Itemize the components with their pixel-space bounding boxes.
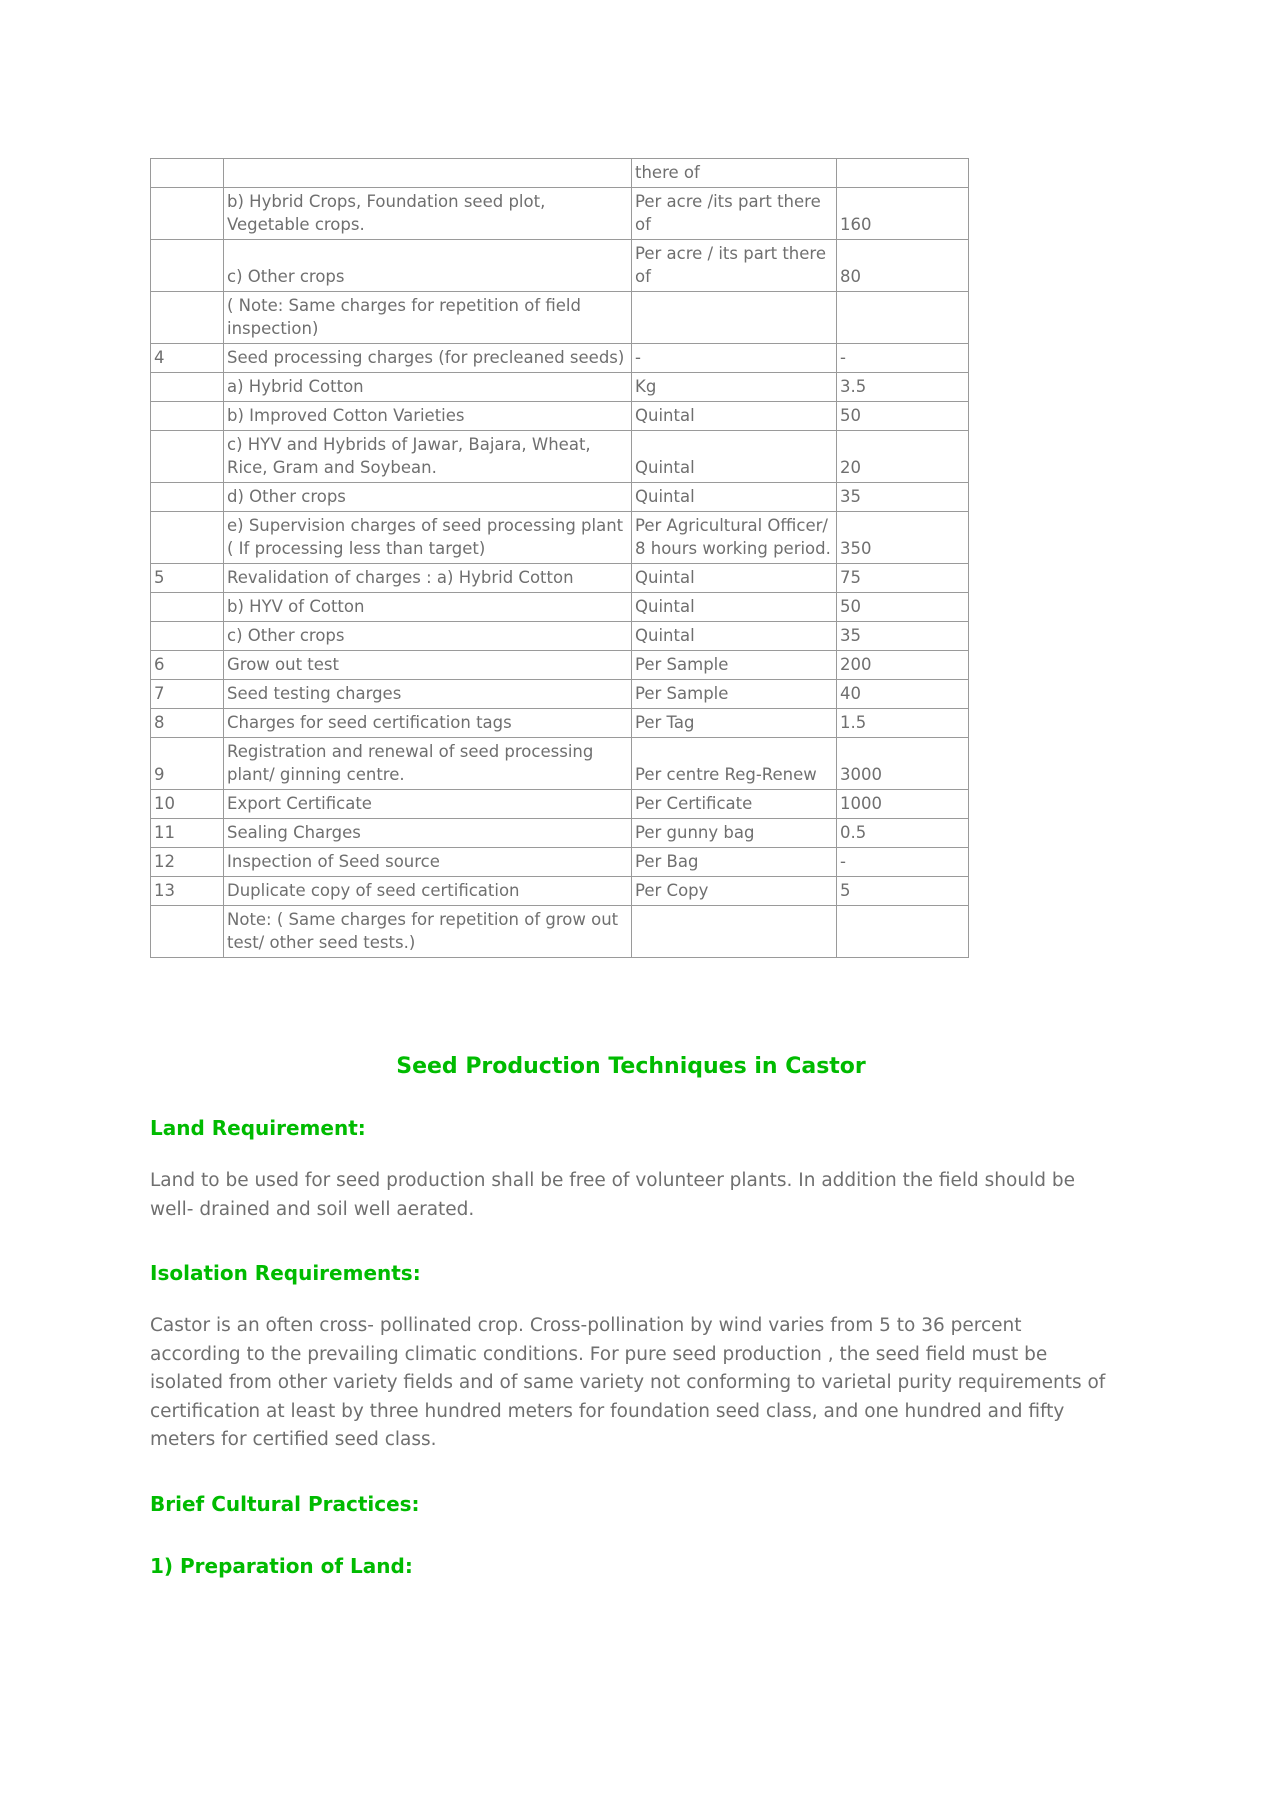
table-row <box>151 738 969 790</box>
cell-particulars: b) Hybrid Crops, Foundation seed plot, Vegetable crops. <box>224 188 632 240</box>
table-row <box>151 877 969 906</box>
table-row <box>151 819 969 848</box>
cell-unit: Per Bag <box>632 848 837 877</box>
table-row <box>151 709 969 738</box>
cell-particulars: b) Improved Cotton Varieties <box>224 402 632 431</box>
cell-particulars: Seed processing charges (for precleaned seeds) <box>224 344 632 373</box>
section-heading-brief-cultural-practices: Brief Cultural Practices: <box>150 1491 420 1516</box>
cell-particulars: d) Other crops <box>224 483 632 512</box>
cell-unit <box>632 906 837 958</box>
cell-sno <box>151 292 224 344</box>
cell-unit: Per gunny bag <box>632 819 837 848</box>
cell-charge: 75 <box>837 564 969 593</box>
cell-sno <box>151 593 224 622</box>
table-row <box>151 790 969 819</box>
table-row <box>151 906 969 958</box>
cell-particulars: Charges for seed certification tags <box>224 709 632 738</box>
cell-particulars: c) HYV and Hybrids of Jawar, Bajara, Wheat, Rice, Gram and Soybean. <box>224 431 632 483</box>
cell-particulars: Note: ( Same charges for repetition of grow out test/ other seed tests.) <box>224 906 632 958</box>
cell-unit: Quintal <box>632 402 837 431</box>
table-row <box>151 848 969 877</box>
cell-unit: - <box>632 344 837 373</box>
charges-table-body <box>151 159 969 958</box>
table-row <box>151 651 969 680</box>
cell-charge: 50 <box>837 402 969 431</box>
cell-sno: 12 <box>151 848 224 877</box>
cell-charge: 3000 <box>837 738 969 790</box>
cell-charge: 35 <box>837 483 969 512</box>
table-row <box>151 680 969 709</box>
cell-unit: Per Sample <box>632 680 837 709</box>
table-row <box>151 564 969 593</box>
page-title: Seed Production Techniques in Castor <box>396 1054 866 1079</box>
cell-sno: 10 <box>151 790 224 819</box>
cell-charge: 20 <box>837 431 969 483</box>
cell-sno <box>151 622 224 651</box>
cell-unit: Per acre /its part there of <box>632 188 837 240</box>
table-row <box>151 622 969 651</box>
table-row <box>151 344 969 373</box>
cell-sno: 5 <box>151 564 224 593</box>
cell-unit: there of <box>632 159 837 188</box>
cell-unit: Per centre Reg-Renew <box>632 738 837 790</box>
cell-particulars: Export Certificate <box>224 790 632 819</box>
paragraph-isolation-requirements: Castor is an often cross- pollinated crop. Cross-pollination by wind varies from 5 to 36 percent according to the prevailing climatic conditions. For pure seed production , the seed field must be isolated from other variety fields and of same variety not conforming to varietal purity requirements of certification at least by three hundred meters for foundation seed class, and one hundred and fifty meters for certified seed class. <box>150 1315 1106 1450</box>
cell-sno: 11 <box>151 819 224 848</box>
cell-sno: 13 <box>151 877 224 906</box>
cell-particulars: Registration and renewal of seed processing plant/ ginning centre. <box>224 738 632 790</box>
cell-unit: Quintal <box>632 622 837 651</box>
cell-particulars <box>224 159 632 188</box>
table-row <box>151 593 969 622</box>
cell-particulars: Revalidation of charges : a) Hybrid Cotton <box>224 564 632 593</box>
cell-unit: Per acre / its part there of <box>632 240 837 292</box>
cell-sno <box>151 431 224 483</box>
cell-particulars: a) Hybrid Cotton <box>224 373 632 402</box>
cell-sno <box>151 483 224 512</box>
cell-sno <box>151 240 224 292</box>
cell-unit <box>632 292 837 344</box>
cell-unit: Quintal <box>632 483 837 512</box>
cell-particulars: Sealing Charges <box>224 819 632 848</box>
cell-sno <box>151 159 224 188</box>
table-row <box>151 240 969 292</box>
table-row <box>151 431 969 483</box>
cell-charge: - <box>837 344 969 373</box>
cell-sno <box>151 373 224 402</box>
cell-sno <box>151 402 224 431</box>
cell-charge: 40 <box>837 680 969 709</box>
cell-particulars: Seed testing charges <box>224 680 632 709</box>
section-heading-preparation-of-land: 1) Preparation of Land: <box>150 1553 413 1578</box>
cell-particulars: Grow out test <box>224 651 632 680</box>
cell-sno: 6 <box>151 651 224 680</box>
cell-unit: Per Sample <box>632 651 837 680</box>
table-row <box>151 159 969 188</box>
paragraph-land-requirement: Land to be used for seed production shall be free of volunteer plants. In addition the field should be well- drained and soil well aerated. <box>150 1170 1075 1220</box>
cell-sno <box>151 906 224 958</box>
cell-sno: 9 <box>151 738 224 790</box>
cell-unit: Per Certificate <box>632 790 837 819</box>
table-row <box>151 292 969 344</box>
cell-particulars: c) Other crops <box>224 622 632 651</box>
cell-charge: 5 <box>837 877 969 906</box>
cell-charge: 1.5 <box>837 709 969 738</box>
cell-particulars: Duplicate copy of seed certification <box>224 877 632 906</box>
cell-unit: Quintal <box>632 431 837 483</box>
cell-particulars: ( Note: Same charges for repetition of field inspection) <box>224 292 632 344</box>
cell-sno: 4 <box>151 344 224 373</box>
cell-particulars: e) Supervision charges of seed processing plant ( If processing less than target) <box>224 512 632 564</box>
cell-charge: 200 <box>837 651 969 680</box>
cell-charge: - <box>837 848 969 877</box>
table-row <box>151 512 969 564</box>
cell-charge: 80 <box>837 240 969 292</box>
cell-charge <box>837 906 969 958</box>
cell-particulars: b) HYV of Cotton <box>224 593 632 622</box>
cell-charge: 50 <box>837 593 969 622</box>
cell-unit: Kg <box>632 373 837 402</box>
cell-particulars: c) Other crops <box>224 240 632 292</box>
cell-unit: Quintal <box>632 593 837 622</box>
cell-particulars: Inspection of Seed source <box>224 848 632 877</box>
cell-sno <box>151 512 224 564</box>
cell-unit: Per Agricultural Officer/ 8 hours working period. <box>632 512 837 564</box>
cell-unit: Per Copy <box>632 877 837 906</box>
cell-charge <box>837 292 969 344</box>
section-heading-land-requirement: Land Requirement: <box>150 1116 366 1140</box>
section-heading-isolation-requirements: Isolation Requirements: <box>150 1261 421 1285</box>
cell-charge: 160 <box>837 188 969 240</box>
cell-sno: 7 <box>151 680 224 709</box>
cell-sno <box>151 188 224 240</box>
table-row <box>151 188 969 240</box>
cell-charge: 350 <box>837 512 969 564</box>
cell-charge: 1000 <box>837 790 969 819</box>
cell-charge <box>837 159 969 188</box>
cell-unit: Quintal <box>632 564 837 593</box>
cell-charge: 3.5 <box>837 373 969 402</box>
cell-charge: 35 <box>837 622 969 651</box>
table-row <box>151 402 969 431</box>
cell-sno: 8 <box>151 709 224 738</box>
cell-charge: 0.5 <box>837 819 969 848</box>
cell-unit: Per Tag <box>632 709 837 738</box>
seed-certification-charges-table <box>150 158 969 958</box>
table-row <box>151 373 969 402</box>
table-row <box>151 483 969 512</box>
